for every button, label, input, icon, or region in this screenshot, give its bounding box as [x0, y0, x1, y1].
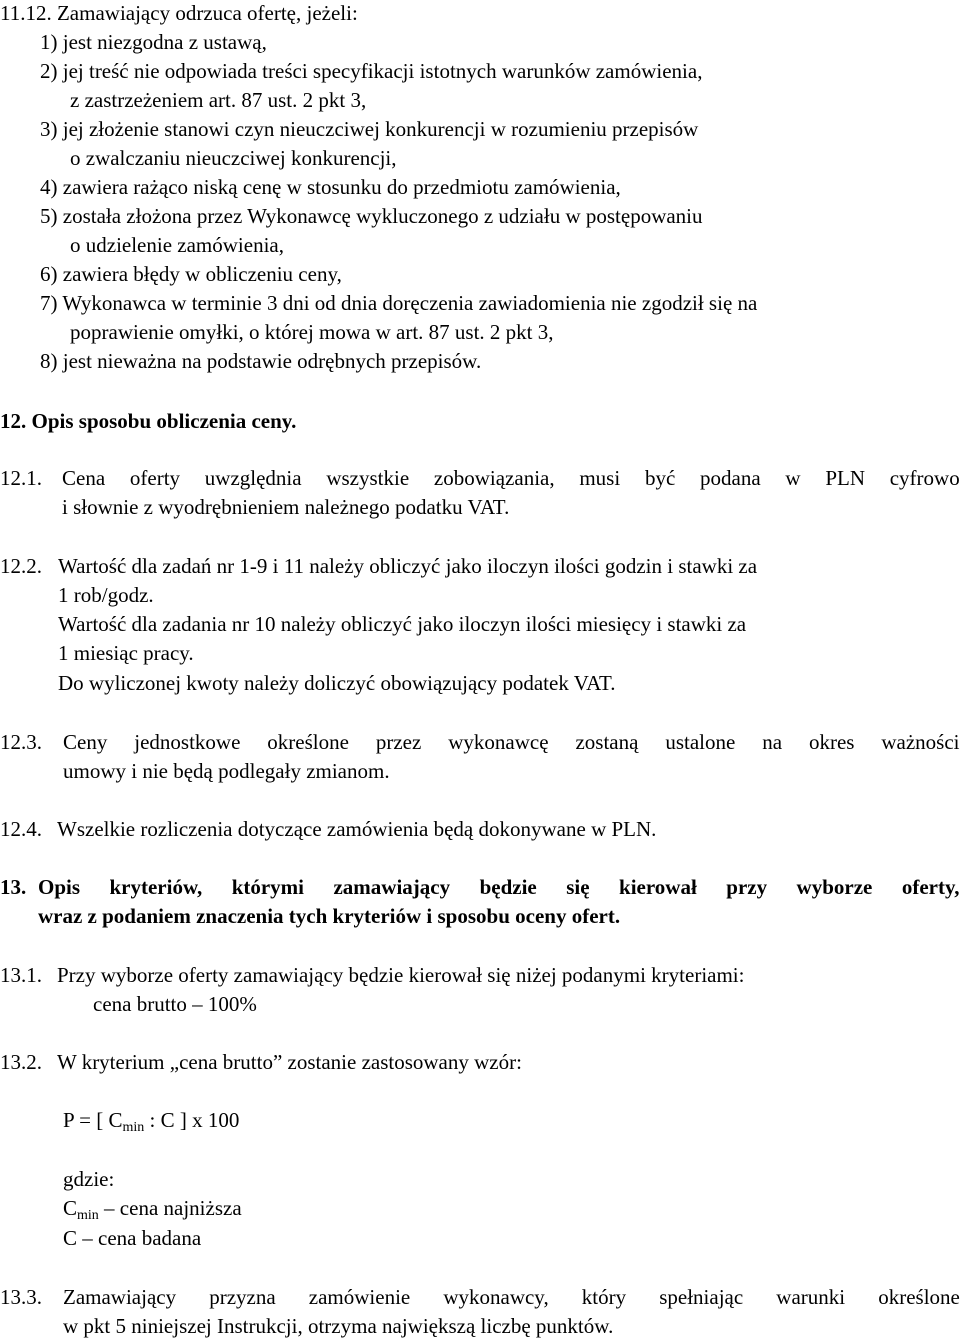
list-item-8: 8) jest nieważna na podstawie odrębnych przepisów.	[40, 349, 482, 373]
para-12-2-line-2: 1 rob/godz.	[58, 583, 154, 607]
formula-legend-cmin: $C_{min}$ – cena najniższa	[63, 1196, 242, 1223]
list-item-3-cont: o zwalczaniu nieuczciwej konkurencji,	[70, 146, 397, 170]
para-12-3-line-1: Ceny jednostkowe określone przez wykonawcę zostaną ustalone na okres ważności	[63, 730, 960, 754]
para-13-1-line-1: Przy wyborze oferty zamawiający będzie kierował się niżej podanymi kryteriami:	[57, 963, 745, 987]
para-12-2-line-4: 1 miesiąc pracy.	[58, 641, 194, 665]
para-12-1-number: 12.1.	[0, 466, 42, 490]
para-13-3-line-1: Zamawiający przyzna zamówienie wykonawcy, który spełniając warunki określone	[63, 1285, 960, 1309]
list-item-1: 1) jest niezgodna z ustawą,	[40, 30, 267, 54]
list-item-7-cont: poprawienie omyłki, o której mowa w art. 87 ust. 2 pkt 3,	[70, 320, 554, 344]
para-12-2-line-3: Wartość dla zadania nr 10 należy obliczyć jako iloczyn ilości miesięcy i stawki za	[58, 612, 747, 636]
para-13-3-number: 13.3.	[0, 1285, 42, 1309]
list-item-2-cont: z zastrzeżeniem art. 87 ust. 2 pkt 3,	[70, 88, 367, 112]
para-13-2-line-1: W kryterium „cena brutto” zostanie zastosowany wzór:	[57, 1050, 522, 1074]
formula-where-label: gdzie:	[63, 1167, 115, 1191]
section-13-title-line-2: wraz z podaniem znaczenia tych kryteriów i sposobu oceny ofert.	[38, 904, 621, 928]
para-11-12-heading: 11.12. Zamawiający odrzuca ofertę, jeżeli:	[0, 1, 358, 25]
section-13-title-line-1: Opis kryteriów, którymi zamawiający będzie się kierował przy wyborze oferty,	[38, 875, 960, 899]
section-13-number: 13.	[0, 875, 27, 899]
list-item-4: 4) zawiera rażąco niską cenę w stosunku do przedmiotu zamówienia,	[40, 175, 621, 199]
list-item-6: 6) zawiera błędy w obliczeniu ceny,	[40, 262, 342, 286]
para-12-3-number: 12.3.	[0, 730, 42, 754]
list-item-5: 5) została złożona przez Wykonawcę wykluczonego z udziału w postępowaniu	[40, 204, 703, 228]
list-item-5-cont: o udzielenie zamówienia,	[70, 233, 284, 257]
para-12-3-line-2: umowy i nie będą podlegały zmianom.	[63, 759, 390, 783]
list-item-3: 3) jej złożenie stanowi czyn nieuczciwej konkurencji w rozumieniu przepisów	[40, 117, 699, 141]
para-13-2-number: 13.2.	[0, 1050, 42, 1074]
section-12-title: 12. Opis sposobu obliczenia ceny.	[0, 409, 297, 433]
list-item-7: 7) Wykonawca w terminie 3 dni od dnia doręczenia zawiadomienia nie zgodził się na	[40, 291, 758, 315]
criterion-price: cena brutto – 100%	[93, 992, 257, 1016]
formula-legend-c: C – cena badana	[63, 1226, 202, 1250]
para-12-1-line-2: i słownie z wyodrębnieniem należnego podatku VAT.	[62, 495, 510, 519]
para-12-4-number: 12.4.	[0, 817, 42, 841]
para-12-4-line-1: Wszelkie rozliczenia dotyczące zamówienia będą dokonywane w PLN.	[57, 817, 657, 841]
para-12-2-line-1: Wartość dla zadań nr 1-9 i 11 należy obliczyć jako iloczyn ilości godzin i stawki za	[58, 554, 758, 578]
para-12-2-number: 12.2.	[0, 554, 42, 578]
para-12-1-line-1: Cena oferty uwzględnia wszystkie zobowiązania, musi być podana w PLN cyfrowo	[62, 466, 960, 490]
para-13-3-line-2: w pkt 5 niniejszej Instrukcji, otrzyma największą liczbę punktów.	[63, 1314, 614, 1338]
para-12-2-line-5: Do wyliczonej kwoty należy doliczyć obowiązujący podatek VAT.	[58, 671, 616, 695]
price-formula: P = [ $C_{min}$ : C ] x 100	[63, 1108, 240, 1135]
list-item-2: 2) jej treść nie odpowiada treści specyfikacji istotnych warunków zamówienia,	[40, 59, 703, 83]
para-13-1-number: 13.1.	[0, 963, 42, 987]
